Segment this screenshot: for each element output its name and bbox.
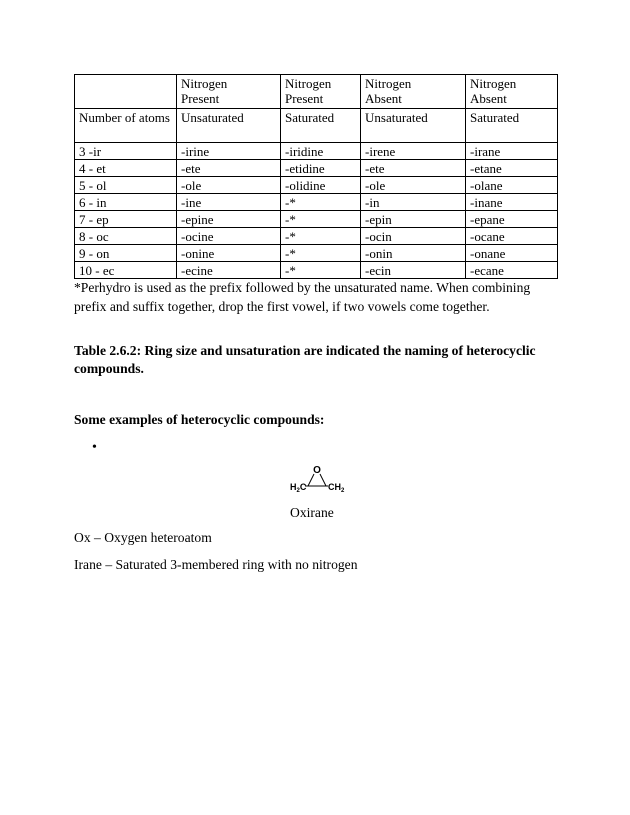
oxirane-structure bbox=[288, 464, 344, 496]
atom-oxygen: O bbox=[313, 465, 321, 476]
table-row bbox=[75, 228, 558, 245]
table-header-cell bbox=[361, 75, 466, 109]
table-cell: -ecine bbox=[177, 262, 281, 279]
table-subheader-cell: Unsaturated bbox=[361, 109, 466, 143]
table-row bbox=[75, 194, 558, 211]
left-c: C bbox=[299, 482, 307, 492]
table-cell: -ine bbox=[177, 194, 281, 211]
table-cell: -ecin bbox=[361, 262, 466, 279]
header-line: Present bbox=[181, 91, 220, 106]
table-cell: -epin bbox=[361, 211, 466, 228]
table-cell: -iridine bbox=[281, 143, 361, 160]
table-cell: -ocine bbox=[177, 228, 281, 245]
table-cell: -ocane bbox=[466, 228, 558, 245]
table-cell: -olidine bbox=[281, 177, 361, 194]
header-line: Nitrogen bbox=[285, 76, 332, 91]
header-line: Present bbox=[285, 91, 324, 106]
examples-heading: Some examples of heterocyclic compounds: bbox=[74, 412, 325, 427]
table-subheader-cell: Saturated bbox=[466, 109, 558, 143]
table-cell: 10 - ec bbox=[75, 262, 177, 279]
bond-right bbox=[320, 474, 326, 486]
left-h: H bbox=[290, 482, 297, 492]
header-line: Absent bbox=[470, 91, 507, 106]
table-cell: -inane bbox=[466, 194, 558, 211]
table-cell: -ecane bbox=[466, 262, 558, 279]
table-footnote: *Perhydro is used as the prefix followed by the unsaturated name. When combining prefix and suffix together, drop the first vowel, if two vowels come together. bbox=[74, 280, 531, 314]
table-row bbox=[75, 177, 558, 194]
left-subscript: 2 bbox=[296, 488, 300, 494]
header-line: Nitrogen bbox=[181, 76, 228, 91]
table-header-cell bbox=[75, 75, 177, 109]
table-cell: 9 - on bbox=[75, 245, 177, 262]
table-cell: -* bbox=[281, 211, 361, 228]
table-cell: -etane bbox=[466, 160, 558, 177]
table-cell: 5 - ol bbox=[75, 177, 177, 194]
table-cell: -ocin bbox=[361, 228, 466, 245]
table-row bbox=[75, 245, 558, 262]
definition-ox: Ox – Oxygen heteroatom bbox=[74, 530, 212, 545]
table-header-row bbox=[75, 75, 558, 109]
table-cell: -irane bbox=[466, 143, 558, 160]
table-cell: 8 - oc bbox=[75, 228, 177, 245]
table-row bbox=[75, 160, 558, 177]
table-cell: 7 - ep bbox=[75, 211, 177, 228]
table-cell: -ete bbox=[361, 160, 466, 177]
table-cell: -olane bbox=[466, 177, 558, 194]
table-header-cell bbox=[466, 75, 558, 109]
table-caption: Table 2.6.2: Ring size and unsaturation are indicated the naming of heterocyclic compounds. bbox=[74, 343, 536, 376]
header-line: Absent bbox=[365, 91, 402, 106]
table-row bbox=[75, 262, 558, 279]
table-subheader-cell: Number of atoms bbox=[75, 109, 177, 143]
table-cell: -ete bbox=[177, 160, 281, 177]
table-header-cell bbox=[281, 75, 361, 109]
table-cell: -* bbox=[281, 194, 361, 211]
table-row bbox=[75, 211, 558, 228]
table-cell: -* bbox=[281, 228, 361, 245]
table-cell: 4 - et bbox=[75, 160, 177, 177]
definition-irane: Irane – Saturated 3-membered ring with no nitrogen bbox=[74, 557, 358, 572]
table-cell: -onin bbox=[361, 245, 466, 262]
table-row bbox=[75, 143, 558, 160]
table-header-cell bbox=[177, 75, 281, 109]
table-subheader-cell: Unsaturated bbox=[177, 109, 281, 143]
table-cell: -ole bbox=[177, 177, 281, 194]
table-cell: -ole bbox=[361, 177, 466, 194]
table-cell: -irene bbox=[361, 143, 466, 160]
table-subheader-cell: Saturated bbox=[281, 109, 361, 143]
atom-left-carbon bbox=[290, 482, 307, 494]
header-line: Nitrogen bbox=[470, 76, 517, 91]
table-cell: 3 -ir bbox=[75, 143, 177, 160]
heterocycle-naming-table bbox=[74, 74, 558, 279]
table-subheader-row bbox=[75, 109, 558, 143]
table-cell: -irine bbox=[177, 143, 281, 160]
table-cell: -* bbox=[281, 245, 361, 262]
atom-right-carbon bbox=[328, 482, 345, 494]
table-cell: -in bbox=[361, 194, 466, 211]
table-cell: -epane bbox=[466, 211, 558, 228]
header-line: Nitrogen bbox=[365, 76, 412, 91]
table-cell: -etidine bbox=[281, 160, 361, 177]
table-cell: -* bbox=[281, 262, 361, 279]
right-subscript: 2 bbox=[341, 488, 345, 494]
molecule-name: Oxirane bbox=[290, 505, 334, 520]
right-ch: CH bbox=[328, 482, 341, 492]
list-bullet: • bbox=[92, 440, 97, 455]
table-cell: -onine bbox=[177, 245, 281, 262]
table-cell: 6 - in bbox=[75, 194, 177, 211]
table-cell: -epine bbox=[177, 211, 281, 228]
table-cell: -onane bbox=[466, 245, 558, 262]
